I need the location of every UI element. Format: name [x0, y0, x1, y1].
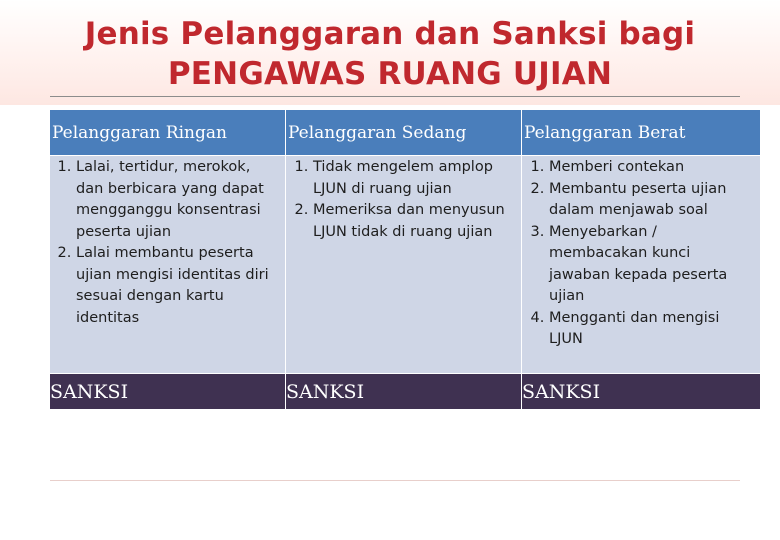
sanksi-sedang: SANKSI — [286, 374, 522, 410]
violations-sedang-cell — [286, 156, 522, 374]
violations-table — [50, 110, 762, 410]
list-item: 2. Membantu peserta ujian dalam menjawab soal — [549, 179, 754, 222]
page-title-line-2: PENGAWAS RUANG UJIAN — [167, 56, 613, 92]
page-title-line-1: Jenis Pelanggaran dan Sanksi bagi — [84, 16, 696, 52]
list-item: 1. Memberi contekan — [549, 157, 754, 179]
bottom-divider — [50, 480, 740, 481]
page-title — [0, 14, 780, 94]
header-berat: Pelanggaran Berat — [522, 110, 760, 156]
list-item: 2. Memeriksa dan menyusun LJUN tidak di ruang ujian — [313, 200, 515, 243]
sanksi-berat: SANKSI — [522, 374, 760, 410]
violations-ringan-cell — [50, 156, 286, 374]
violations-sedang-list — [286, 157, 521, 243]
header-ringan: Pelanggaran Ringan — [50, 110, 286, 156]
list-item: 4. Mengganti dan mengisi LJUN — [549, 308, 754, 351]
violations-berat-cell — [522, 156, 760, 374]
sanksi-ringan: SANKSI — [50, 374, 286, 410]
violations-berat-list — [522, 157, 760, 351]
title-divider — [50, 96, 740, 97]
header-sedang: Pelanggaran Sedang — [286, 110, 522, 156]
list-item: 1. Lalai, tertidur, merokok, dan berbicara yang dapat mengganggu konsentrasi peserta ujian — [76, 157, 279, 243]
list-item: 2. Lalai membantu peserta ujian mengisi identitas diri sesuai dengan kartu identitas — [76, 243, 279, 329]
violations-ringan-list — [50, 157, 285, 329]
list-item: 3. Menyebarkan / membacakan kunci jawaban kepada peserta ujian — [549, 222, 754, 308]
list-item: 1. Tidak mengelem amplop LJUN di ruang ujian — [313, 157, 515, 200]
